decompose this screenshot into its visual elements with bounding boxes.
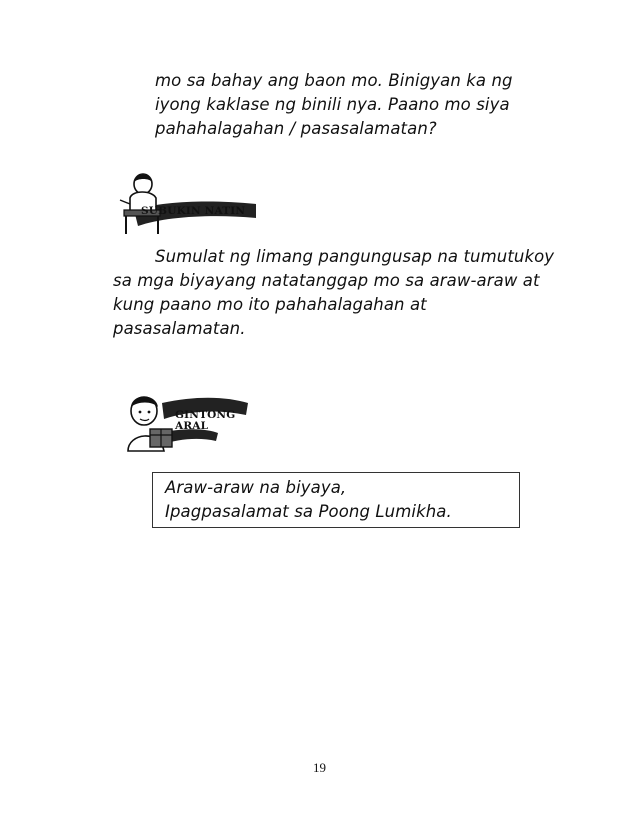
gintong-aral-badge	[118, 389, 258, 457]
task-line: kung paano mo ito pahahalagahan at	[113, 295, 427, 314]
intro-line: mo sa bahay ang baon mo. Binigyan ka ng	[155, 71, 513, 90]
subukin-natin-badge	[116, 170, 256, 236]
intro-line: iyong kaklase ng binili nya. Paano mo siya	[155, 95, 510, 114]
task-line: Sumulat ng limang pangungusap na tumutukoy	[155, 247, 555, 266]
task-line: sa mga biyayang natatanggap mo sa araw-araw at	[113, 271, 540, 290]
task-paragraph	[113, 245, 554, 341]
gintong-aral-box	[152, 472, 520, 528]
aral-line: Ipagpasalamat sa Poong Lumikha.	[165, 502, 452, 521]
intro-paragraph	[155, 69, 513, 141]
student-at-desk-icon	[116, 170, 256, 236]
aral-label-line: ARAL	[175, 420, 209, 432]
aral-line: Araw-araw na biyaya,	[165, 478, 347, 497]
gintong-aral-label	[175, 410, 235, 432]
page-number: 19	[313, 760, 326, 775]
intro-line: pahahalagahan / pasasalamatan?	[155, 119, 437, 138]
subukin-natin-label: SUBUKIN NATIN	[141, 205, 246, 217]
task-line: pasasalamatan.	[113, 319, 246, 338]
gintong-label-line: GINTONG	[175, 409, 236, 421]
aral-text	[165, 476, 452, 524]
